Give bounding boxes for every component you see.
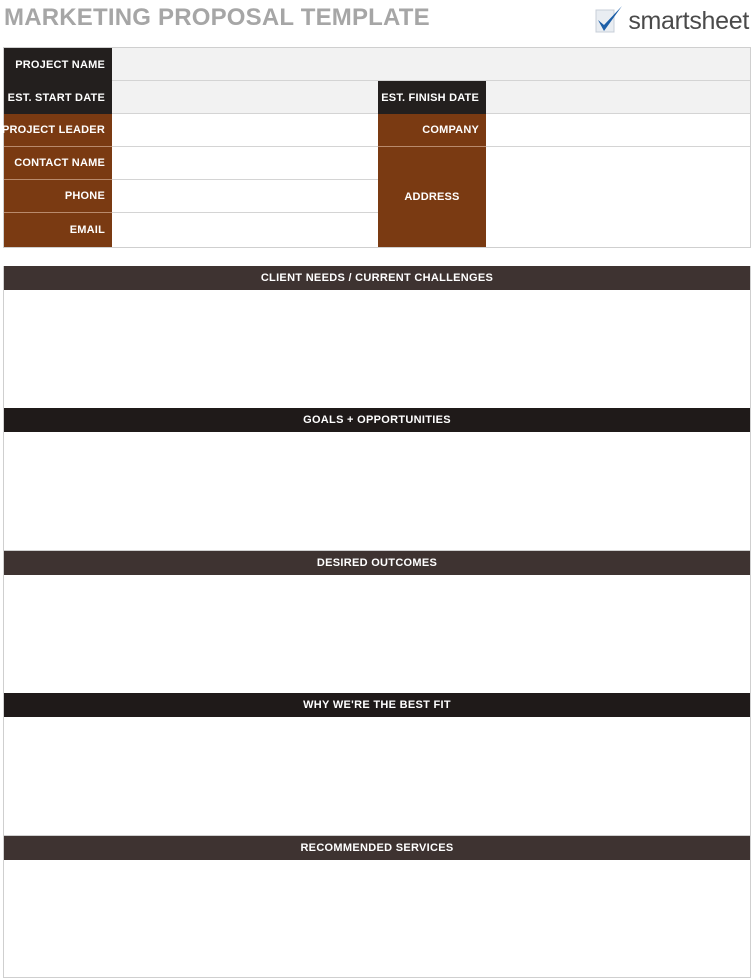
project-leader-field[interactable] <box>112 114 378 147</box>
section-goals <box>3 408 751 551</box>
section-heading: GOALS + OPPORTUNITIES <box>4 408 750 432</box>
finish-date-field[interactable] <box>486 81 750 114</box>
section-desired-outcomes <box>3 551 751 694</box>
desired-outcomes-field[interactable] <box>4 575 750 693</box>
section-best-fit <box>3 693 751 836</box>
project-leader-label: PROJECT LEADER <box>4 114 112 147</box>
email-field[interactable] <box>112 213 378 247</box>
checkmark-icon <box>595 4 625 38</box>
address-label: ADDRESS <box>378 147 486 247</box>
company-field[interactable] <box>486 114 750 147</box>
client-needs-field[interactable] <box>4 290 750 408</box>
section-recommended-services <box>3 836 751 978</box>
contact-name-field[interactable] <box>112 147 378 180</box>
section-heading: DESIRED OUTCOMES <box>4 551 750 575</box>
recommended-services-field[interactable] <box>4 860 750 977</box>
start-date-field[interactable] <box>112 81 378 114</box>
company-label: COMPANY <box>378 114 486 147</box>
goals-field[interactable] <box>4 432 750 550</box>
smartsheet-logo <box>595 3 749 39</box>
project-name-field[interactable] <box>112 48 750 81</box>
contact-name-label: CONTACT NAME <box>4 147 112 180</box>
section-heading: CLIENT NEEDS / CURRENT CHALLENGES <box>4 266 750 290</box>
email-label: EMAIL <box>4 213 112 247</box>
section-client-needs <box>3 266 751 409</box>
phone-label: PHONE <box>4 180 112 213</box>
best-fit-field[interactable] <box>4 717 750 835</box>
finish-date-label: EST. FINISH DATE <box>378 81 486 114</box>
section-heading: RECOMMENDED SERVICES <box>4 836 750 860</box>
logo-text: smartsheet <box>628 6 749 35</box>
phone-field[interactable] <box>112 180 378 213</box>
section-heading: WHY WE'RE THE BEST FIT <box>4 693 750 717</box>
project-info-table <box>3 47 751 248</box>
start-date-label: EST. START DATE <box>4 81 112 114</box>
address-field[interactable] <box>486 147 750 247</box>
project-name-label: PROJECT NAME <box>4 48 112 81</box>
page-title: MARKETING PROPOSAL TEMPLATE <box>4 4 430 31</box>
